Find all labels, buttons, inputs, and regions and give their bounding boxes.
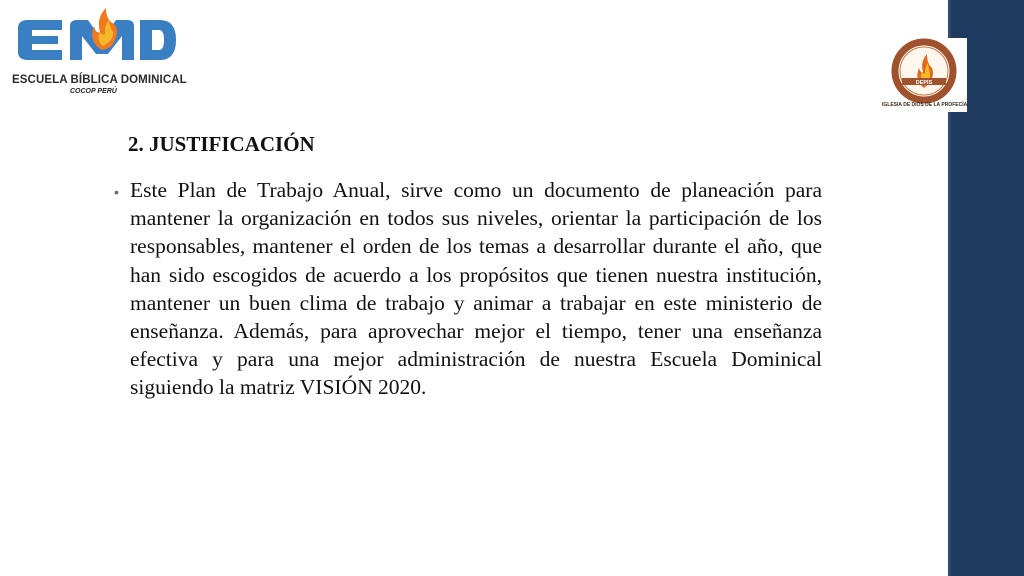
list-item [112,176,822,402]
seal-bottom-text: IGLESIA DE DIOS DE LA PROFECÍA [882,102,968,108]
emd-logo-mark [10,6,180,76]
logo-subtitle-text: COCOP PERÚ [70,88,117,95]
escuela-biblica-logo [10,6,187,95]
seal-emblem [882,38,967,112]
section-heading: 2. JUSTIFICACIÓN [128,132,315,156]
logo-title-text: ESCUELA BÍBLICA DOMINICAL [12,74,187,86]
bullet-dot-icon: • [114,184,119,200]
bullet-list [112,176,822,402]
ministerio-seal-logo [882,38,967,112]
svg-text:DEPIS: DEPIS [915,80,933,86]
bullet-text: Este Plan de Trabajo Anual, sirve como un documento de planeación para mantener la organización en todos sus niveles, orientar la participación de los responsables, mantener el orden de los temas a desarrollar durante el año, que han sido escogidos de acuerdo a los propósitos que tienen nuestra institución, mantener un buen clima de trabajo y animar a trabajar en este ministerio de enseñanza. Además, para aprovechar mejor el tiempo, tener una enseñanza efectiva y para una mejor administración de nuestra Escuela Dominical siguiendo la matriz VISIÓN 2020. [130,178,822,400]
